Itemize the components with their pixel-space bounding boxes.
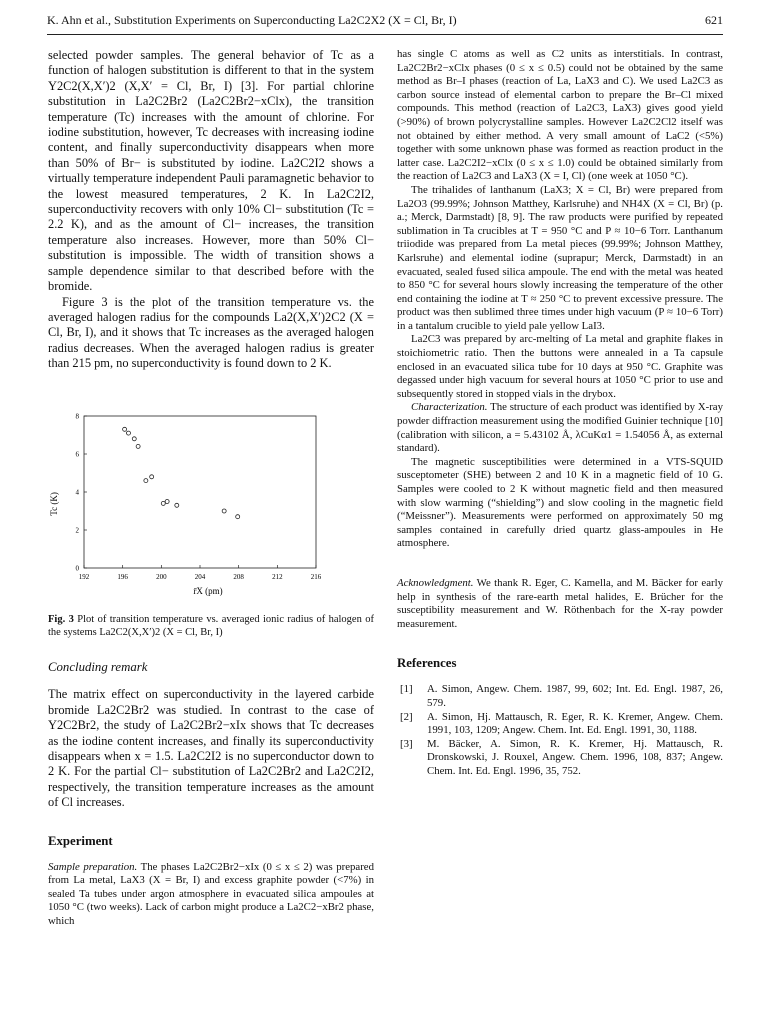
reference-number: [3] [400,737,413,750]
chart-data-point [161,501,165,505]
right-paragraph-2: The trihalides of lanthanum (LaX3; X = Cl, Br) were prepared from La2O3 (99.99%; Johnson Matthey, Karlsruhe) and NH4X (X = Cl, Br) (p. a.; Merck, Darmstadt) [8, 9]. The raw products were purified by repeated sublimation in Ta crucibles at T = 950 °C and P ≈ 10−6 Torr. Lanthanum triiodide was prepared from La metal pieces (99.99%; Johnson Matthey, Karlsruhe) and elemental iodine (suprapur; Merck, Darmstadt) in an evacuated, sealed fused silica ampoule. The end with the metal was heated to 850 °C for several hours slowly increasing the temperature of the other end containing the iodine at T ≈ 250 °C to prevent excessive pressure. The product was then sublimed three times under high vacuum (P ≈ 10−6 Torr) in a tantalum crucible to yield pale yellow LaI3. [397,183,723,332]
reference-number: [1] [400,683,413,696]
left-paragraph-1: selected powder samples. The general behavior of Tc as a function of halogen substitution is different to that in the system Y2C2(X,X′)2 (X,X′ = Cl, Br, I) [3]. For partial chlorine substitution in La2C2Br2 (La2C2Br2−xClx), the transition temperature (Tc) increases with the amount of chlorine. For iodine substitution, however, Tc decreases with increasing iodine content, and finally superconductivity disappears when more than 50% of Br− is substituted by iodine. La2C2I2 shows a virtually temperature independent Pauli paramagnetic behavior to the lowest measured temperatures, 2 K. In La2C2I2, superconductivity recovers with only 10% Cl− substitution (Tc = 2.2 K), and as the amount of Cl− increases, the transition temperature also increases. However, more than 50% Cl− substitution is impossible. The width of transition shows a sample dependence similar to that described before with the bromide. [48,48,374,294]
references-list [397,683,723,778]
right-column [397,48,723,779]
experiment-heading: Experiment [48,833,113,848]
sample-preparation-paragraph [48,861,374,929]
characterization-label: Characterization. [411,401,488,414]
chart-x-tick-label: 212 [272,572,283,581]
chart-x-tick-label: 216 [310,572,322,581]
running-title: K. Ahn et al., Substitution Experiments on Superconducting La2C2X2 (X = Cl, Br, I) [47,13,457,27]
chart-y-tick-label: 2 [75,526,79,535]
sample-preparation-text: The phases La2C2Br2−xIx (0 ≤ x ≤ 2) was prepared from La metal, LaX3 (X = Br, I) and excess graphite powder (<7%) in sealed Ta tubes under argon atmosphere in evacuated silica ampoules at 1050 °C (two weeks). Lack of carbon might produce a La2C2−xBr2 phase, which [48,860,374,927]
characterization-text: The structure of each product was identified by X-ray powder diffraction measurement using the modified Guinier technique [10] (calibration with silicon, a = 5.43102 Å, λCuKα1 = 1.54056 Å, as external standard). [397,401,723,455]
header-rule [47,34,723,35]
acknowledgment-text: We thank R. Eger, C. Kamella, and M. Bäcker for early help in synthesis of the rare-earth metal halides, E. Brücher for the susceptibility measurement and W. Röthenbach for the X-ray powder measurement. [397,576,723,630]
chart-data-point [175,503,179,507]
chart-y-tick-label: 0 [75,564,79,573]
chart-x-tick-label: 200 [156,572,167,581]
reference-text: M. Bäcker, A. Simon, R. K. Kremer, Hj. Mattausch, R. Dronskowski, J. Rouxel, Angew. Chem. 1996, 108, 837; Angew. Chem. Int. Ed. Engl. 1996, 35, 752. [427,737,723,777]
chart-data-point [150,474,154,478]
chart-data-point [136,444,140,448]
chart-y-tick-label: 4 [75,488,79,497]
right-paragraph-1: has single C atoms as well as C2 units as interstitials. In contrast, La2C2Br2−xClx phases (0 ≤ x ≤ 0.5) could not be obtained by the same method as Br–I phases (reaction of La, LaX3 and C). We used La2C3 as carbon source instead of elemental carbon to prepare the Br–Cl mixed compounds. This method (reaction of La2C3, LaX3) gives good yield (>90%) of brown polycrystalline samples. However La2C2Cl2 itself was not obtained by either method. A very small amount of LaC2 (<5%) together with some unknown phase was formed as reaction product in the latter case. La2C2I2−xClx (0 ≤ x ≤ 1.0) could be obtained similarly from the reaction of La2C3 and LaX3 (X = I, Cl) (one week at 1050 °C). [397,48,723,183]
concluding-heading: Concluding remark [48,660,148,675]
acknowledgment-paragraph [397,577,723,631]
acknowledgment-label: Acknowledgment. [397,576,474,589]
chart-y-tick-label: 8 [75,412,79,421]
reference-item [397,738,723,779]
references-heading: References [397,656,457,671]
characterization-paragraph [397,401,723,455]
reference-text: A. Simon, Hj. Mattausch, R. Eger, R. K. Kremer, Angew. Chem. 1991, 103, 1209; Angew. Chem. Int. Ed. Engl. 1991, 30, 1188. [427,710,723,737]
left-paragraph-2: Figure 3 is the plot of the transition temperature vs. the averaged halogen radius for the compounds La2(X,X′)2C2 (X = Cl, Br, I), and it shows that Tc increases as the averaged halogen radius decreases. When the averaged halogen radius is greater than 215 pm, no superconductivity is found down to 2 K. [48,294,374,371]
chart-data-point [144,478,148,482]
reference-item [397,683,723,710]
chart-data-point [236,514,240,518]
chart-y-axis-label: Tc (K) [49,491,59,516]
chart-data-point [165,499,169,503]
chart-y-tick-label: 6 [75,450,79,459]
running-header [47,10,723,30]
left-column [48,48,374,929]
reference-text: A. Simon, Angew. Chem. 1987, 99, 602; Int. Ed. Engl. 1987, 26, 579. [427,683,723,709]
chart-x-tick-label: 192 [78,572,90,581]
chart-x-tick-label: 196 [117,572,128,581]
sample-preparation-label: Sample preparation. [48,860,138,873]
figure-caption [48,613,374,640]
chart-data-point [123,427,127,431]
chart-x-tick-label: 208 [233,572,244,581]
figure-caption-label: Fig. 3 [48,613,74,625]
chart-plot-frame [84,416,316,568]
figure-3 [48,408,374,640]
figure-3-chart [48,408,348,602]
page-number: 621 [705,13,723,27]
reference-item [397,711,723,738]
right-paragraph-5: The magnetic susceptibilities were determined in a VTS-SQUID susceptometer (SHE) between 2 and 10 K in a magnetic field of 10 G. Samples were cooled to 2 K without magnetic field and then measured with slow warming (“shielding”) and slow cooling in the magnetic field (“Meissner”). Measurements were performed on approximately 50 mg samples contained in carefully dried quartz glass-ampoules in He atmosphere. [397,455,723,550]
reference-number: [2] [400,710,413,723]
right-paragraph-3: La2C3 was prepared by arc-melting of La metal and graphite flakes in stoichiometric ratio. Then the buttons were annealed in a Ta capsule enclosed in an evacuated silica tube for 10 days at 950 °C. Graphite was degassed under high vacuum for several hours at 1050 °C prior to use and subsequently stored in stopped vials in the drybox. [397,333,723,400]
chart-x-axis-label: r̄X (pm) [193,585,223,596]
concluding-text: The matrix effect on superconductivity in the layered carbide bromide La2C2Br2 was studied. In contrast to the case of Y2C2Br2, the study of La2C2Br2−xIx shows that Tc decreases as the iodine content increases, and finally its superconductivity disappears when x = 1.5. La2C2I2 is no superconductor down to 2 K. For the partial Cl− substitution of La2C2Br2 and La2C2I2, respectively, the transition temperature increases as the amount of Cl increases. [48,687,374,810]
figure-caption-text: Plot of transition temperature vs. averaged ionic radius of halogen of the systems La2C2(X,X′)2 (X = Cl, Br, I) [48,613,374,638]
chart-data-point [132,436,136,440]
chart-data-point [222,509,226,513]
chart-x-tick-label: 204 [194,572,206,581]
chart-data-point [126,431,130,435]
